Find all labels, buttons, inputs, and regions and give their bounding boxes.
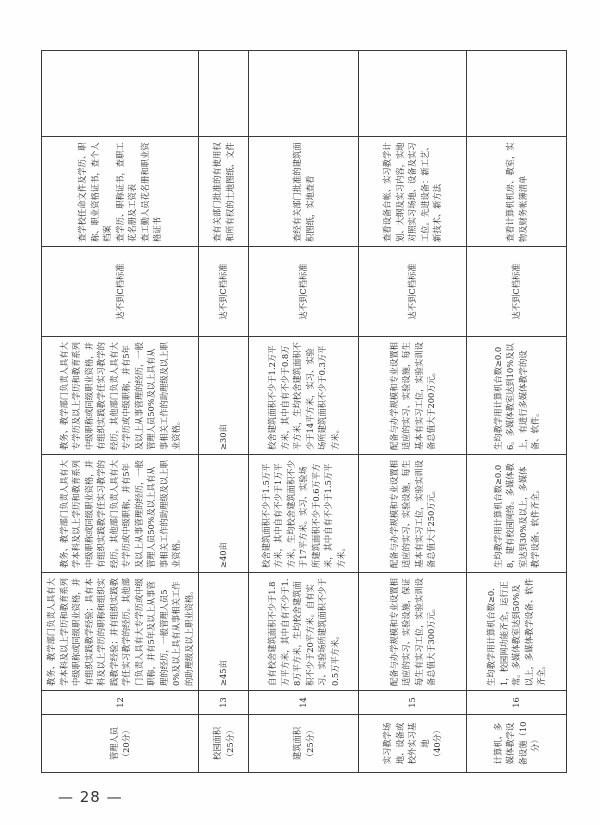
level-d-cell: 达不到C档标准: [42, 247, 199, 337]
level-a-cell: 教务、教学部门负责人具有大学本科及以上学历和教育系列中级职称或同级职业资格，并有组织实践教学经验；具有本科及以上学历的职称和组织实践教学经验；并有组织实践教学任实习教学的经历。其他部门负责人具有大专学历或中级职称，并有5年及以上从事管理的经历，一般管理人员50%及以上具有从事相关工作的助理级及以上职业资格。: [42, 573, 199, 691]
table-row: [467, 51, 567, 773]
method-cell: 查看计算机机房、教室，实物及财务帐簿清单: [467, 137, 567, 247]
number-cell: 13: [199, 691, 249, 715]
category-cell: 建筑面积 （25分）: [249, 715, 359, 773]
level-a-cell: 自有校舍建筑面积不少于1.8万平方米，其中自有不少于1.8万平方米，生均校舍建筑面积不少于20平方米。自有实习、实验场所建筑面积不少于0.5万平方米。: [249, 573, 359, 691]
level-c-cell: ≥30亩: [199, 337, 249, 455]
table-row: [42, 51, 199, 773]
number-cell: 16: [467, 691, 567, 715]
level-a-cell: ≥45亩: [199, 573, 249, 691]
level-a-cell: 配备与办学规模和专业设置相适应的实习、实验设施，保证每生有实习工位，实验实训设备总值大于300万元。: [359, 573, 467, 691]
method-cell: 查学校任命文件及学历、职称、职业资格证书，查个人档案 查学历、职称证书，查职工花名册及工资表 查工勤人员花名册和职业资格证书: [42, 137, 199, 247]
method-cell: 查有关部门批准的有使用权和所有权的土地图纸、文件: [199, 137, 249, 247]
category-cell: 管理人员 （20分）: [42, 715, 199, 773]
table-row: [359, 51, 467, 773]
rotated-table-container: [41, 51, 559, 773]
table-row: [199, 51, 249, 773]
level-a-cell: 生均教学用计算机台数≥0.1，校园网功能齐全，运行正常。多媒体教室达到50%及以上，多媒体教学设备、软件齐全。: [467, 573, 567, 691]
level-c-cell: 校舍建筑面积不少于1.2万平方米，其中自有不少于0.8万平方米，生均校舍建筑面积不少于14平方米，实习、实验场所建筑面积不少于0.3万平方米。: [249, 337, 359, 455]
level-b-cell: 生均教学用计算机台数≥0.08，建有校园网络。多媒体教室达到30%及以上，多媒体教学设备、软件齐全。: [467, 455, 567, 573]
page-number: — 28 —: [58, 788, 123, 806]
level-c-cell: 教务、教学部门负责人具有大专学历及以上学历和教育系列中级职称或同级职业资格，并有组织实践教学任实习教学的经历，其他部门负责人具有大专学历或中级职称，并有5年及以上从事管理的经历，一般管理人员50%及以上具有从事相关工作的助理级及以上职业资格。: [42, 337, 199, 455]
level-d-cell: 达不到C档标准: [359, 247, 467, 337]
category-cell: 计算机、多媒体教学设备设施（10分）: [467, 715, 567, 773]
blank-cell: [249, 51, 359, 137]
blank-cell: [199, 51, 249, 137]
level-d-cell: 达不到C档标准: [249, 247, 359, 337]
number-cell: 14: [249, 691, 359, 715]
level-c-cell: 生均教学用计算机台数≥0.06。多媒体教室达到10%及以上，有进行多媒体教学的设备、软件。: [467, 337, 567, 455]
category-cell: 实习教学场地、设备或校外实习基地 （40分）: [359, 715, 467, 773]
level-d-cell: 达不到C档标准: [199, 247, 249, 337]
level-b-cell: 校舍建筑面积不少于1.5万平方米，其中自有不少于1万平方米，生均校舍建筑面积不少于17平方米。实习、实验场所建筑面积不少于0.6万平方米，其中自有不少于1.5万平方米。: [249, 455, 359, 573]
level-b-cell: ≥40亩: [199, 455, 249, 573]
method-cell: 查经有关部门批准的建筑面积图纸，实地查看: [249, 137, 359, 247]
level-b-cell: 配备与办学规模和专业设置相适应的实习、实验设施，每生基本有实习工位，实验实训设备总值大于250万元。: [359, 455, 467, 573]
method-cell: 查看设备台帐、实习教学计划、大纲及实习内容，实地对照实习场地、设备及实习工位。先进设备：新工艺、新技术、新方法: [359, 137, 467, 247]
table-row: [249, 51, 359, 773]
level-b-cell: 教务、教学部门负责人具有大学本科及以上学历和教育系列中级职称或同级职业资格，并有组织实践教学任实习教学的经历。其他部门负责人具有大专学历或中级职称，并有5年及以上从事管理的经历，一般管理人员50%及以上具有从事相关工作的助理级及以上职业资格。: [42, 455, 199, 573]
blank-cell: [359, 51, 467, 137]
blank-cell: [467, 51, 567, 137]
category-cell: 校园面积 （25分）: [199, 715, 249, 773]
blank-cell: [42, 51, 199, 137]
number-cell: 12: [42, 691, 199, 715]
evaluation-table: [41, 50, 567, 773]
level-d-cell: 达不到C档标准: [467, 247, 567, 337]
number-cell: 15: [359, 691, 467, 715]
level-c-cell: 配备与办学规模和专业设置相适应的实习、实验设施，每生基本有实习工位，实验实训设备总值大于200万元。: [359, 337, 467, 455]
